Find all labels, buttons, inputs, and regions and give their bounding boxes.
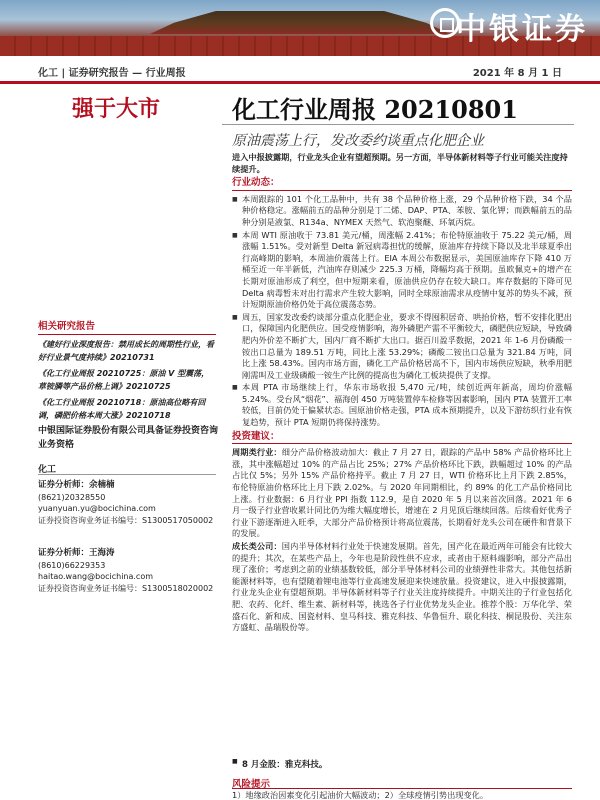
breadcrumb: 化工 | 证券研究报告 — 行业周报 (38, 68, 186, 79)
advice-cyclical-text: 细分产品价格波动加大：截止 7 月 27 日，跟踪的产品中 58% 产品价格环比上涨，其中涨幅超过 10% 的产品占比 25%；27% 产品价格环比下跌，跌幅超过 10% 的产品占比仅 5%；另外 15% 产品价格持平。截止 7 月 27 日，WTI 价格环比上月下跌 2.85%，布伦特原油价格环比上月下跌 2.02%。与 2020 年同期相比，约 89% 的化工产品价格同比上涨。行业数据：6 月行业 PPI 指数 112.9，是自 2020 年 5 月以来首次回落。2021 年 6 月一级子行业营收累计同比仍为维大幅度增长，增速在 2 月见顶后继续回落。后续看好优秀子行业下游逐渐进入旺季，大部分产品价格预计将高位震荡，长期看好龙头公司在硬件和背景下的发展。 (232, 447, 572, 539)
analyst-block (38, 548, 223, 594)
dynamics-bullet: ■ 本周跟踪的 101 个化工品种中，共有 38 个品种价格上涨，29 个品种价格下跌，34 个品种价格稳定。涨幅前五的品种分别是丁二烯、DAP、PTA、苯胺、氯化钾；而跌幅前五的品种分别是液氯、R134a、NYMEX 天然气、软泡聚醚、环氧丙烷。 (232, 194, 572, 229)
analyst-block (38, 480, 223, 526)
dynamics-bullet: ■ 周五，国家发改委约谈部分重点化肥企业，要求不得囤积居奇、哄抬价格，暂不安排化肥出口，保障国内化肥供应。国受疫情影响，海外磷肥产需不平衡较大，磷肥供应短缺，导致磷肥内外价差不断扩大，国内厂商不断扩大出口。据百川盈孚数据，2021 年 1-6 月份磷酸一铵出口总量为 189.51 万吨，同比上涨 53.29%；磷酸二铵出口总量为 321.84 万吨，同比上涨 58.43%。国内市场方面，磷化工产品价格居高不下，国内市场供应短缺，秋季用肥刚需叫及工业级磷酸一铵生产比例的提高也为磷化工板块提供了支撑。 (232, 312, 572, 382)
analyst-cert: 证券投资咨询业务证书编号：S1300518020002 (38, 583, 214, 593)
report-header-strip (0, 58, 600, 84)
title-divider (222, 124, 574, 125)
palace-roof-image (150, 6, 450, 34)
section-heading-dynamics: 行业动态： (232, 177, 572, 191)
section-heading-advice: 投资建议： (232, 431, 572, 445)
risk-text: 1）地缘政治因素变化引起油价大幅波动；2）全球疫情引势出现变化。 (232, 790, 489, 800)
page-title: 化工行业周报 20210801 (232, 95, 518, 124)
advice-cyclical-label: 周期类行业： (232, 447, 282, 458)
advice-growth-label: 成长类公司： (232, 541, 282, 551)
dynamics-bullet: ■ 本周 WTI 原油收于 73.81 美元/桶，周涨幅 2.41%；布伦特原油收于 75.22 美元/桶，周涨幅 1.51%。受对新型 Delta 新冠病毒担忧的缓解，原油库存持续下降以及北半球夏季出行高峰期的影响，本周油价震荡上行。EIA 本周公布数据显示，美国原油库存下降 410 万桶至近一年半新低，汽油库存则减少 225.3 万桶，降幅均高于预期。虽欧佩克+的增产在长期对原油形成了利空，但中短期来看，原油供应仍存在较大缺口。库存数据的下降可见 Delta 病毒暂未对出行需求产生较大影响，同时全球原油需求从疫情中复苏的势头不减，预计短期原油价格仍处于高位震荡态势。 (232, 230, 572, 311)
analyst-email[interactable]: yuanyuan.yu@bocichina.com (38, 504, 156, 513)
analyst-name: 证券分析师：余楠楠 (38, 480, 115, 490)
analyst-name: 证券分析师：王海涛 (38, 548, 115, 558)
risk-divider (232, 788, 572, 789)
header-banner (0, 0, 600, 56)
firm-qualification: 中银国际证券股份有限公司具备证券投资咨询业务资格 (38, 426, 219, 450)
page-subtitle: 原油震荡上行，发改委约谈重点化肥企业 (232, 133, 484, 149)
main-content (232, 152, 572, 635)
related-reports (38, 318, 216, 426)
analyst-phone: (8621)20328550 (38, 492, 106, 502)
related-report-link[interactable]: 《建好行业深度报告：禁用成长的周期性行业，看好行业景气度持续》20210731 (38, 340, 214, 362)
brand-logo-text: 中银证券 (456, 12, 588, 47)
related-report-link[interactable]: 《化工行业周报 20210725：原油 V 型震荡，草铵膦等产品价格上调》20210725 (38, 369, 210, 391)
sector-divider (38, 474, 216, 475)
advice-growth-paragraph (232, 541, 572, 634)
advice-growth-text: 国内半导体材料行业处于快速发展期。首先，国产化在最近两年可能会有比较大的提升；其次，在某些产品上，今年也是阶段性供不应求，或者由于原料端影响，部分产品出现了涨价；考虑到之前的业绩基数较低，部分半导体材料公司的业绩弹性非常大。其他包括新能源材料等，也有望随着锂电池等行业高速发展迎来快速放量。投资建议，进入中报披露期，行业龙头企业有望超预期。半导体新材料等子行业关注度持续提升。中期关注的子行业包括化肥、农药、化纤、维生素、新材料等，挑选各子行业优势龙头企业。推荐个股：万华化学、荣盛石化、新和成、国瓷材料、皇马科技、雅克科技、华鲁恒升、联化科技、桐昆股份、关注东方盛虹、晶瑞股份等。 (232, 541, 572, 633)
risk-heading: 风险提示 (232, 779, 271, 790)
monthly-pick: ■ 8 月金股：雅克科技。 (232, 758, 327, 770)
dynamics-bullet: ■ 本周 PTA 市场继续上行，华东市场收报 5,470 元/吨，续创近两年新高，周均价涨幅 5.24%。受台风“烟花”、福海创 450 万吨装置停车检修等因素影响，国内 PTA 装置开工率较低，目前仍处于偏紧状态。国原油价格走强，PTA 成本预期提升，以及下游纺织行业有恢复趋势，预计 PTA 短期仍将保持涨势。 (232, 382, 572, 428)
sector-label: 化工 (38, 465, 57, 475)
related-report-link[interactable]: 《化工行业周报 20210718：原油高位略有回调，磷肥价格本周大涨》20210718 (38, 398, 206, 420)
analyst-cert: 证券投资咨询业务证书编号：S1300517050002 (38, 515, 214, 525)
report-date: 2021 年 8 月 1 日 (472, 68, 562, 79)
intro-summary: 进入中报披露期，行业龙头企业有望超预期。另一方面，半导体新材料等子行业可能关注度持续提升。 (232, 152, 568, 174)
related-reports-heading: 相关研究报告 (38, 318, 216, 335)
analyst-email[interactable]: haitao.wang@bocichina.com (38, 572, 154, 581)
advice-cyclical-paragraph (232, 447, 572, 540)
industry-rating: 强于大市 (72, 96, 161, 122)
analyst-phone: (8610)66229353 (38, 560, 106, 570)
